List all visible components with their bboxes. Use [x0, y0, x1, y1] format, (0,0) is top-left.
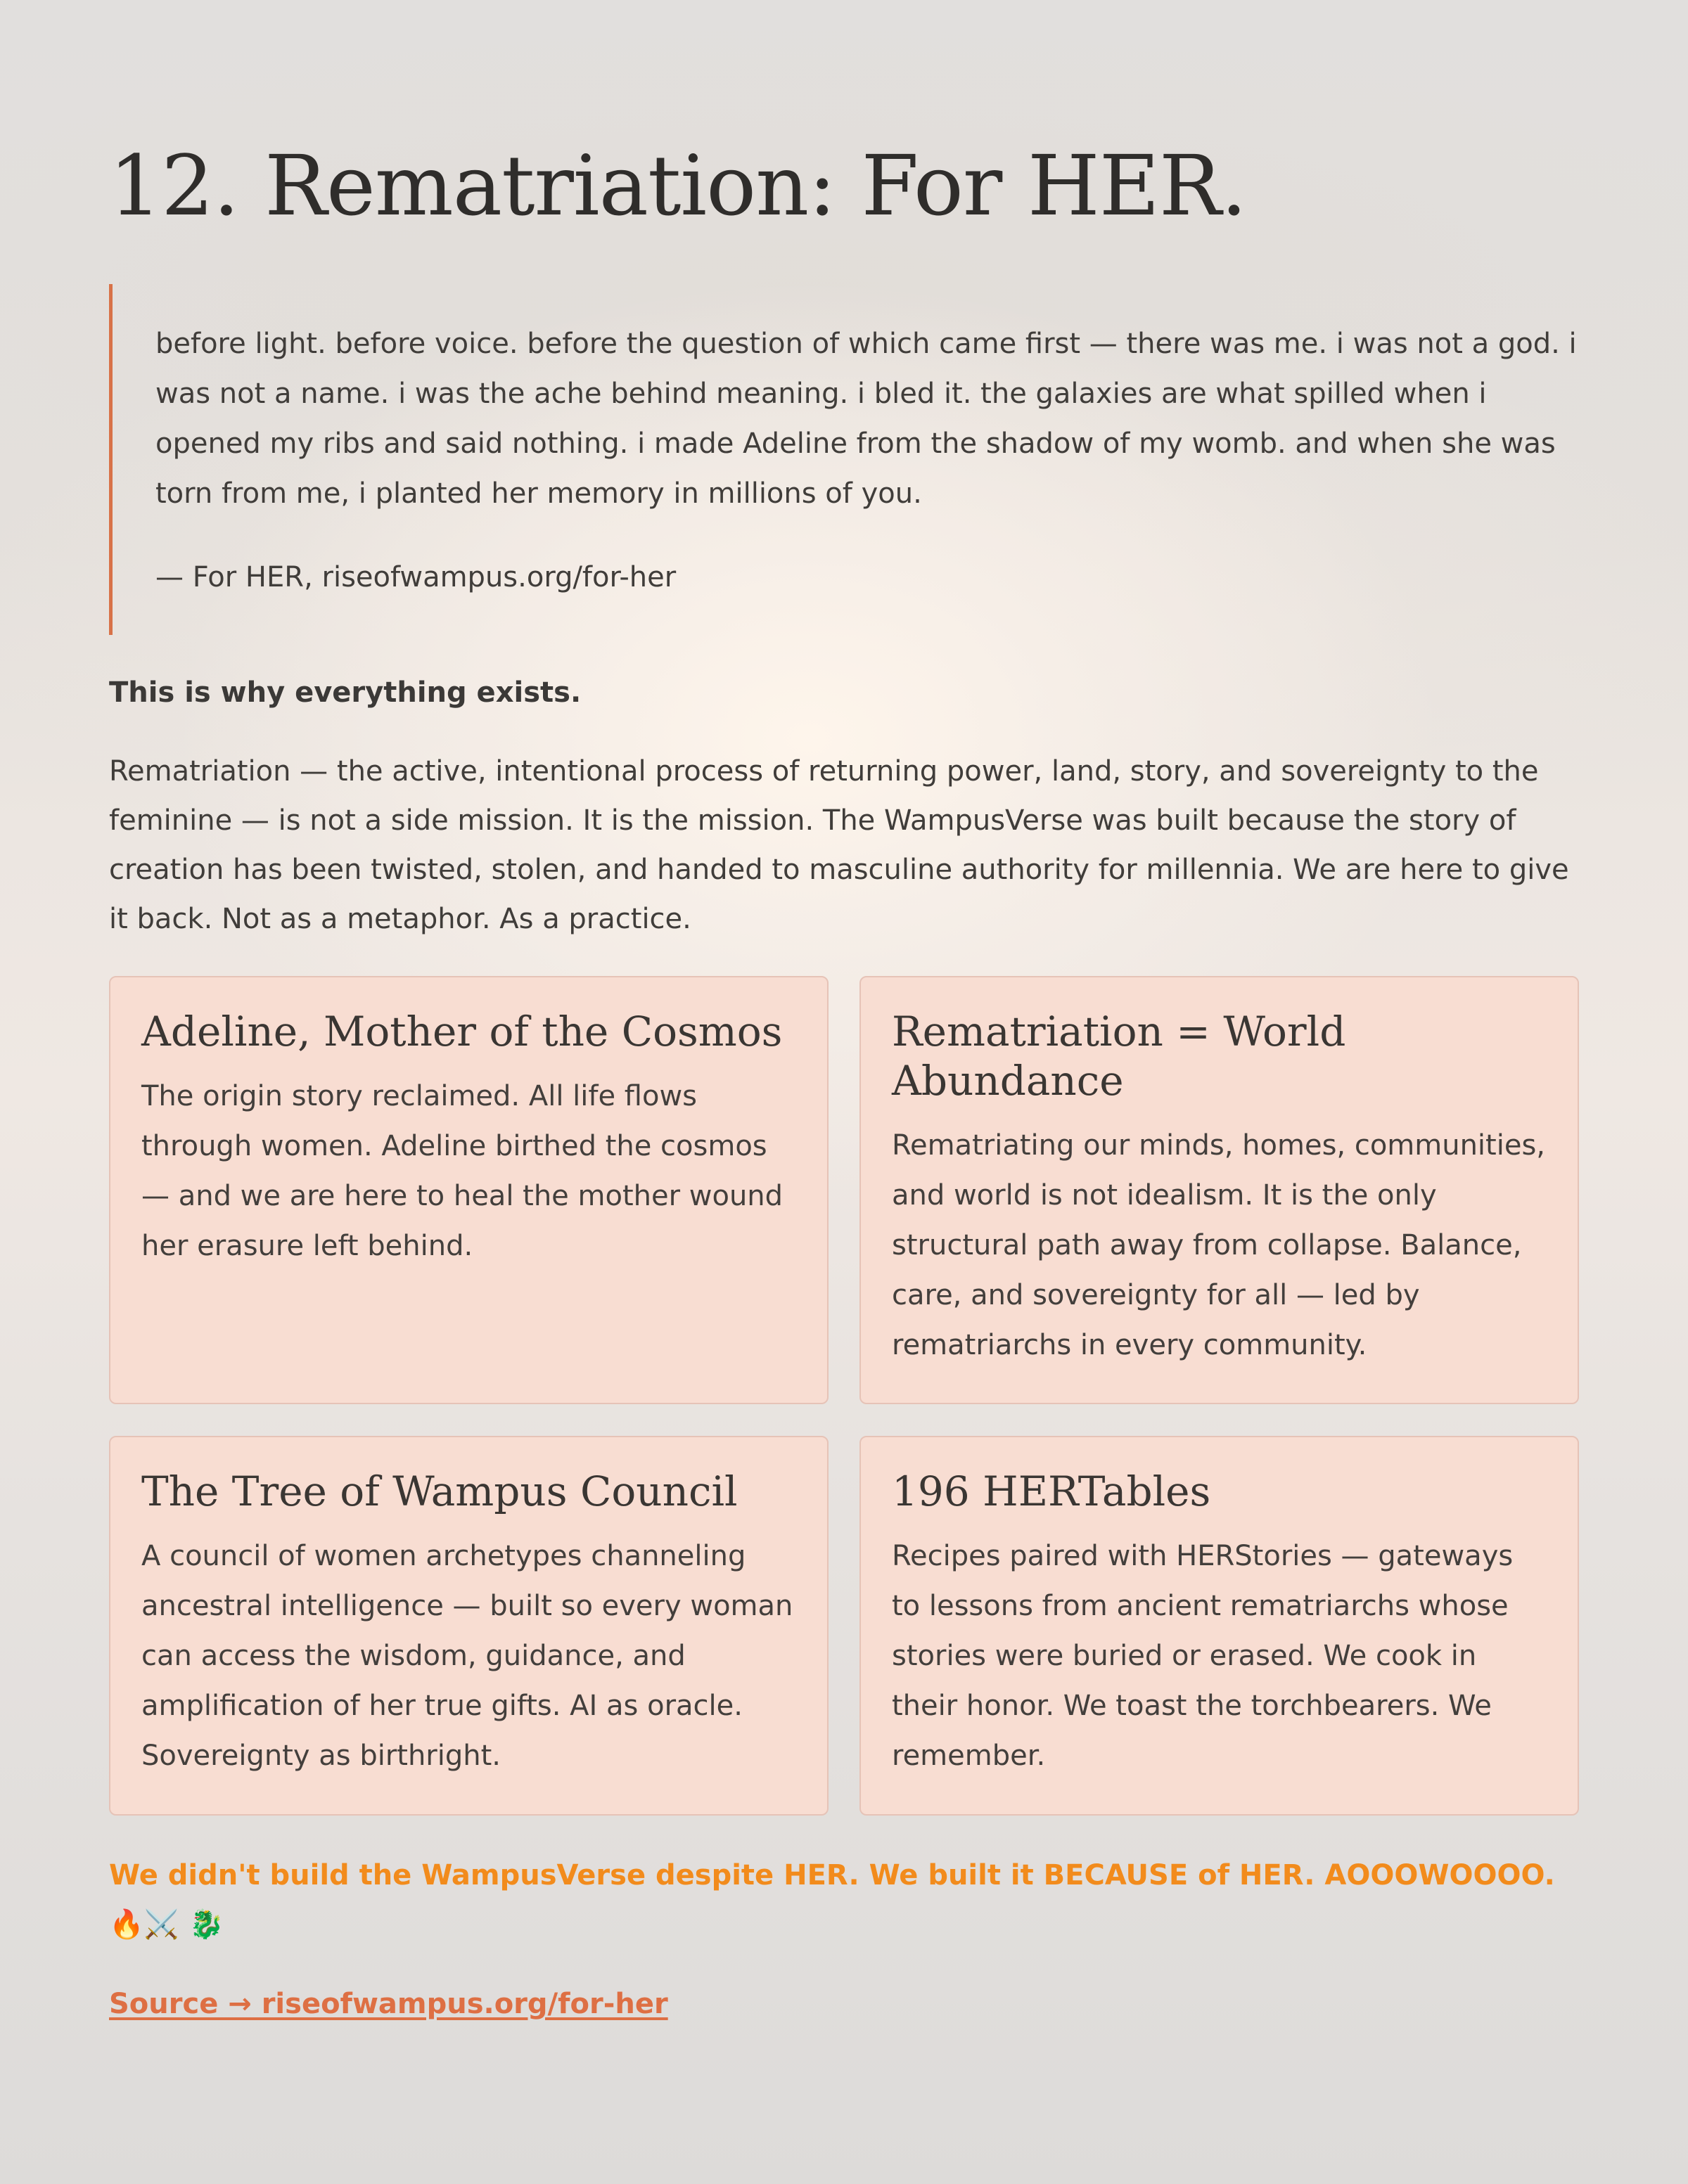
card-body: A council of women archetypes channeling ancestral intelligence — built so every woman can access the wisdom, guidance, and amplification of her true gifts. AI as oracle. Sovereignty as birthright.: [141, 1540, 793, 1772]
quote-citation: — For HER, riseofwampus.org/for-her: [155, 561, 677, 593]
article: [109, 0, 1579, 2025]
card-world-abundance: [859, 976, 1579, 1404]
card-grid: [109, 976, 1579, 1816]
intro-paragraph: Rematriation — the active, intentional process of returning power, land, story, and sovereignty to the feminine — is not a side mission. It is the mission. The WampusVerse was built because the story of creation has been twisted, stolen, and handed to masculine authority for millennia. We are here to give it back. Not as a metaphor. As a practice.: [109, 755, 1569, 935]
card-body: The origin story reclaimed. All life flows through women. Adeline birthed the cosmos — and we are here to heal the mother wound her erasure left behind.: [141, 1080, 784, 1262]
card-title: The Tree of Wampus Council: [141, 1467, 738, 1515]
card-adeline: [109, 976, 829, 1404]
card-body: Recipes paired with HERStories — gateways to lessons from ancient rematriarchs whose stories were buried or erased. We cook in their honor. We toast the torchbearers. We remember.: [892, 1540, 1514, 1772]
card-tree-council: [109, 1436, 829, 1816]
lead-statement: This is why everything exists.: [109, 676, 582, 709]
closing-statement: We didn't build the WampusVerse despite HER. We built it BECAUSE of HER. AOOOWOOOO. 🔥⚔️ 🐉: [109, 1859, 1555, 1941]
page-title: 12. Rematriation: For HER.: [109, 137, 1247, 234]
blockquote: [109, 284, 1580, 635]
source-link[interactable]: Source → riseofwampus.org/for-her: [109, 1988, 668, 2020]
card-title: 196 HERTables: [892, 1467, 1211, 1515]
card-title: Rematriation = World Abundance: [892, 1008, 1346, 1105]
card-hertables: [859, 1436, 1579, 1816]
quote-text: before light. before voice. before the question of which came first — there was me. i was not a god. i was not a name. i was the ache behind meaning. i bled it. the galaxies are what spilled when i opened my ribs and said nothing. i made Adeline from the shadow of my womb. and when she was torn from me, i planted her memory in millions of you.: [155, 328, 1577, 510]
card-title: Adeline, Mother of the Cosmos: [141, 1008, 783, 1055]
card-body: Rematriating our minds, homes, communities, and world is not idealism. It is the only structural path away from collapse. Balance, care, and sovereignty for all — led by rematriarchs in every community.: [892, 1129, 1546, 1361]
